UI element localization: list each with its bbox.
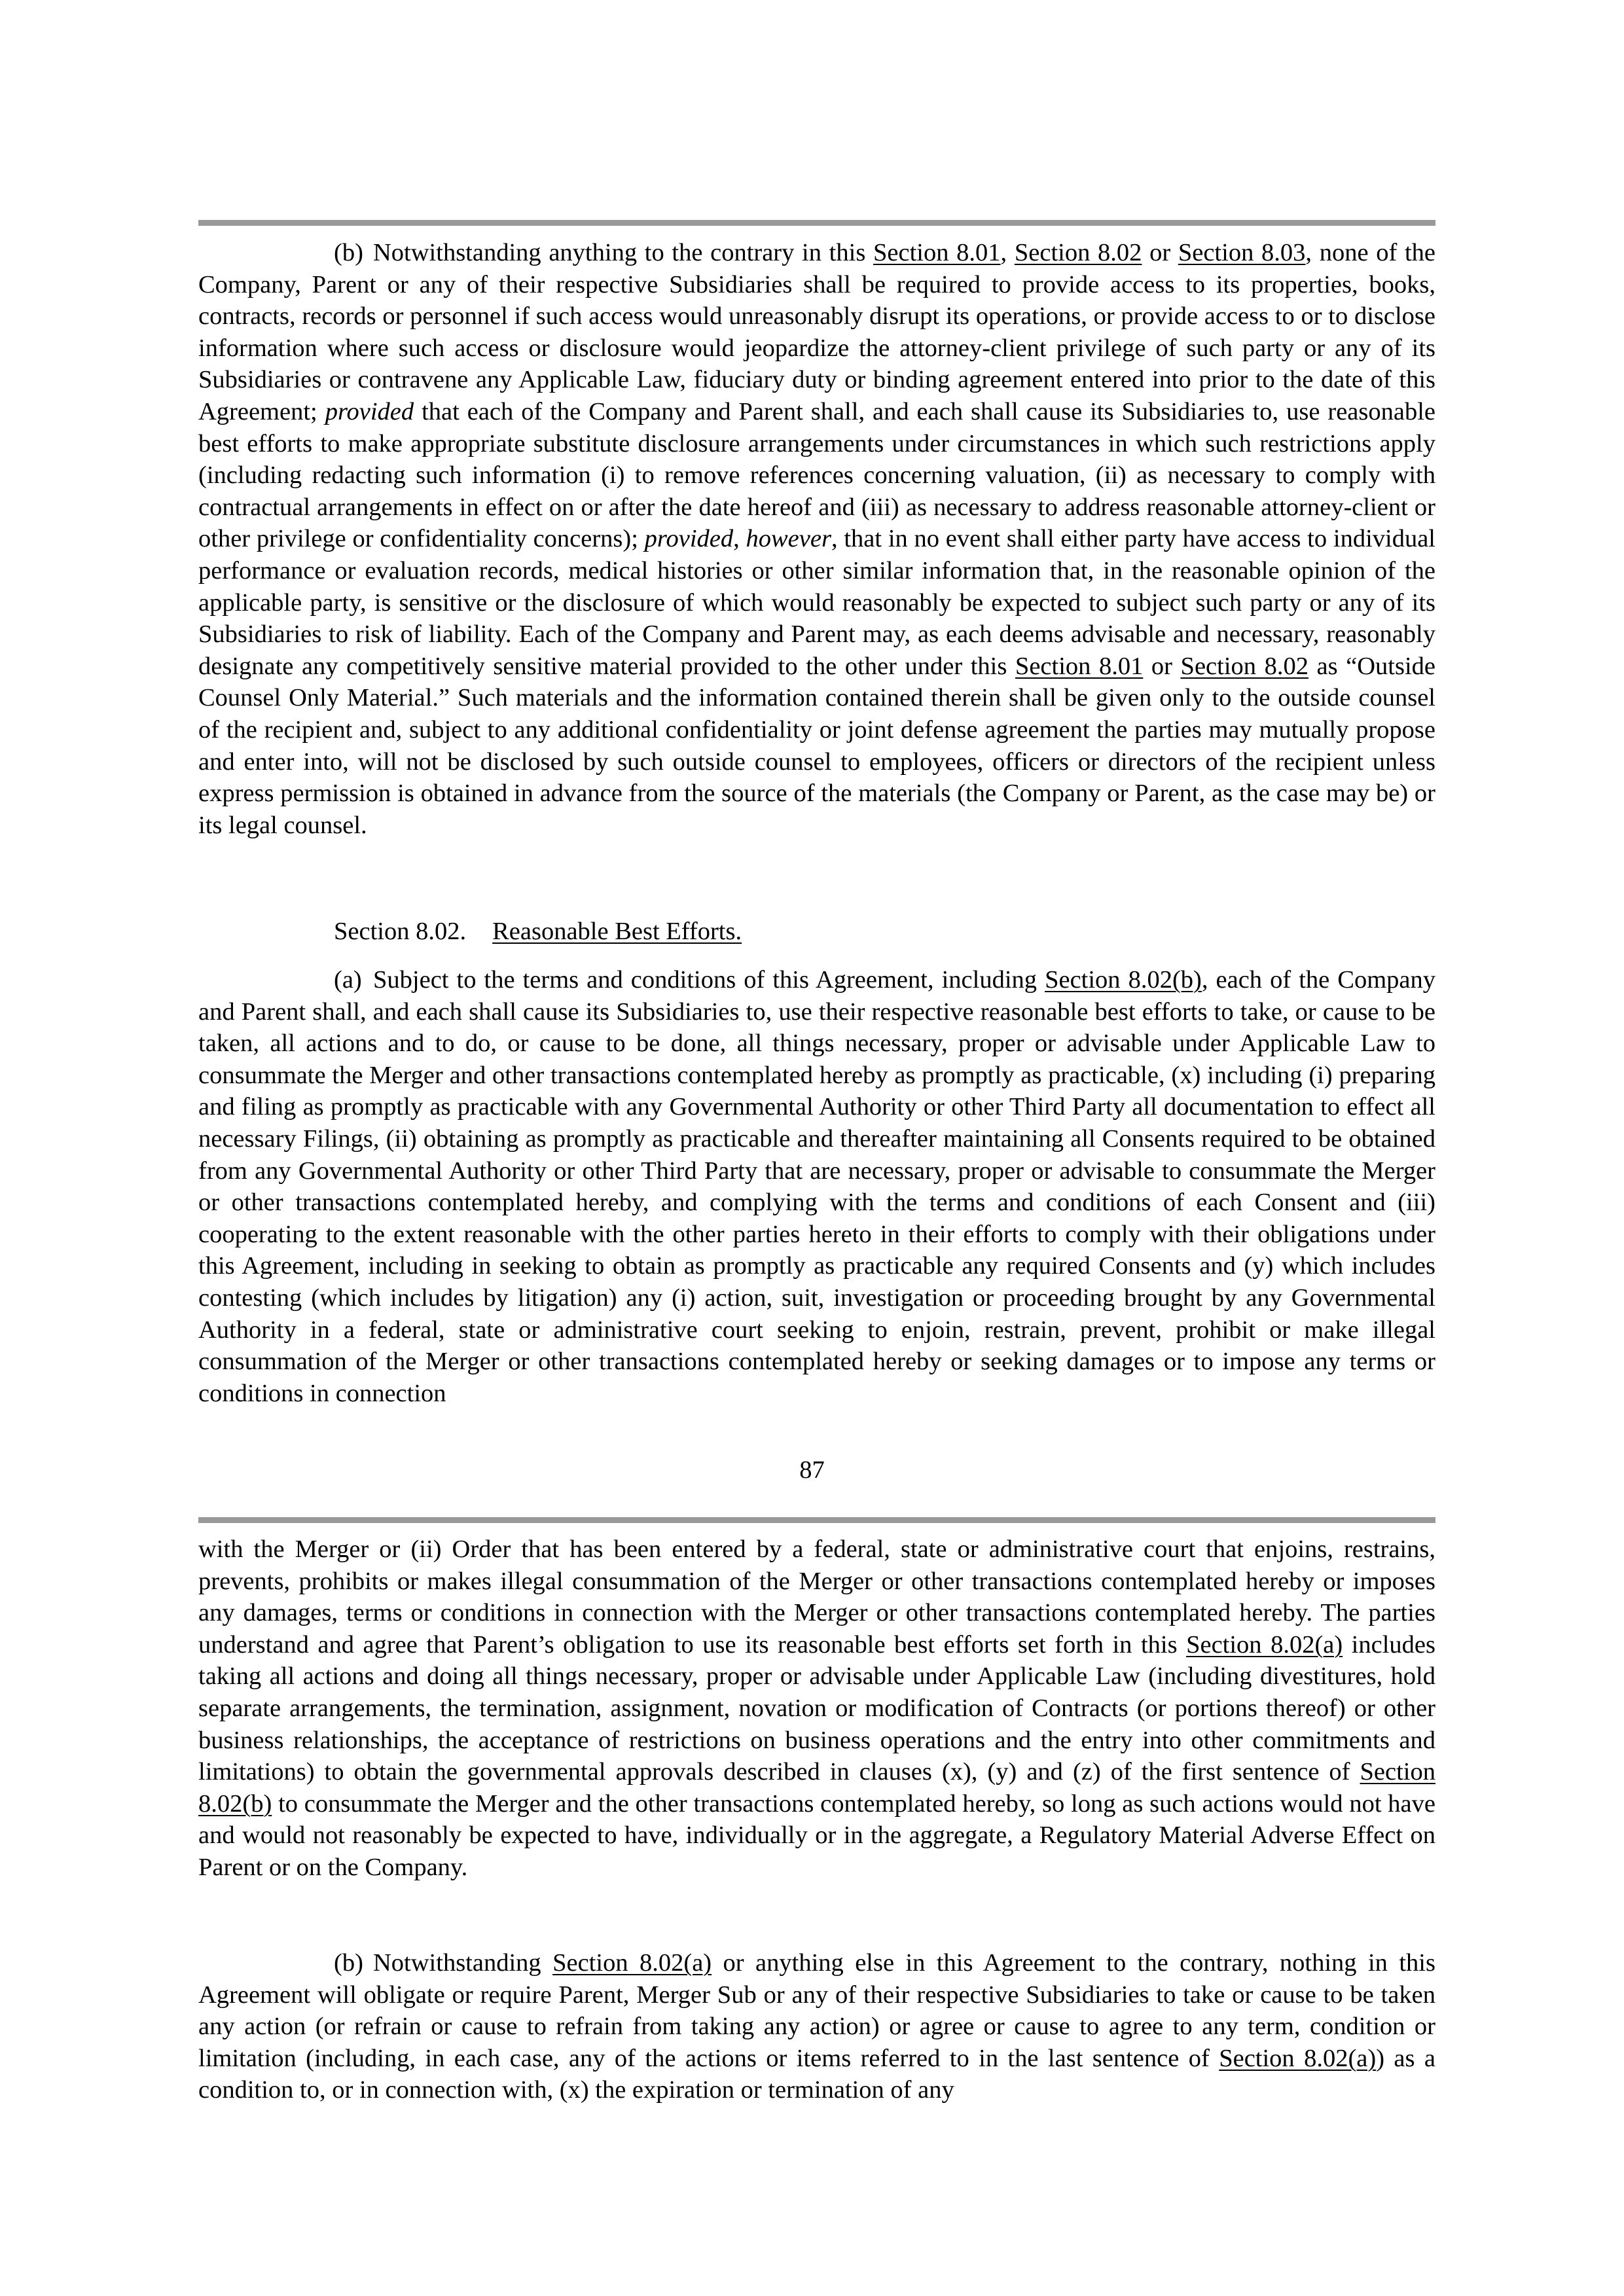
paragraph-8-02-b: (b) Notwithstanding Section 8.02(a) or anything else in this Agreement to the contrary, nothing in this Agreement will obligate or require Parent, Merger Sub or any of their respective Subsidiaries to take or cause to be taken any action (or refrain or cause to refrain from taking any action) or agree or cause to agree to any term, condition or limitation (including, in each case, any of the actions or items referred to in the last sentence of Section 8.02(a)) as a condition to, or in connection with, (x) the expiration or termination of any [198,1947,1435,2106]
page-number: 87 [799,1456,825,1484]
cross-reference: Section 8.02(b) [1045,966,1202,994]
cross-reference: Section 8.02(b) [198,1758,1435,1818]
section-number: Section 8.02. [334,918,467,945]
paragraph-marker: (b) [334,239,363,266]
cross-reference: Section 8.02 [1180,652,1308,680]
page-top-rule [198,220,1435,226]
emphasis: however [746,525,831,553]
paragraph-marker: (a) [334,966,362,994]
emphasis: provided [644,525,734,553]
section-heading [334,916,742,948]
section-title: Reasonable Best Efforts. [492,918,742,945]
cross-reference: Section 8.02(a) [1186,1630,1343,1659]
paragraph-8-01-b: (b) Notwithstanding anything to the contrary in this Section 8.01, Section 8.02 or Section 8.03, none of the Company, Parent or any of their respective Subsidiaries shall be required to provide access to its properties, books, contracts, records or personnel if such access would unreasonably disrupt its operations, or provide access to or to disclose information where such access or disclosure would jeopardize the attorney-client privilege of such party or any of its Subsidiaries or contravene any Applicable Law, fiduciary duty or binding agreement entered into prior to the date of this Agreement; provided that each of the Company and Parent shall, and each shall cause its Subsidiaries to, use reasonable best efforts to make appropriate substitute disclosure arrangements under circumstances in which such restrictions apply (including redacting such information (i) to remove references concerning valuation, (ii) as necessary to comply with contractual arrangements in effect on or after the date hereof and (iii) as necessary to address reasonable attorney-client or other privilege or confidentiality concerns); provided, however, that in no event shall either party have access to individual performance or evaluation records, medical histories or other similar information that, in the reasonable opinion of the applicable party, is sensitive or the disclosure of which would reasonably be expected to subject such party or any of its Subsidiaries to risk of liability. Each of the Company and Parent may, as each deems advisable and necessary, reasonably designate any competitively sensitive material provided to the other under this Section 8.01 or Section 8.02 as “Outside Counsel Only Material.” Such materials and the information contained therein shall be given only to the outside counsel of the recipient and, subject to any additional confidentiality or joint defense agreement the parties may mutually propose and enter into, will not be disclosed by such outside counsel to employees, officers or directors of the recipient unless express permission is obtained in advance from the source of the materials (the Company or Parent, as the case may be) or its legal counsel. [198,237,1435,841]
cross-reference: Section 8.02(a) [552,1949,712,1977]
page-top-rule [198,1517,1435,1523]
paragraph-8-02-a: (a) Subject to the terms and conditions of this Agreement, including Section 8.02(b), each of the Company and Parent shall, and each shall cause its Subsidiaries to, use their respective reasonable best efforts to take, or cause to be taken, all actions and to do, or cause to be done, all things necessary, proper or advisable under Applicable Law to consummate the Merger and other transactions contemplated hereby as promptly as practicable, (x) including (i) preparing and filing as promptly as practicable with any Governmental Authority or other Third Party all documentation to effect all necessary Filings, (ii) obtaining as promptly as practicable and thereafter maintaining all Consents required to be obtained from any Governmental Authority or other Third Party that are necessary, proper or advisable to consummate the Merger or other transactions contemplated hereby, and complying with the terms and conditions of each Consent and (iii) cooperating to the extent reasonable with the other parties hereto in their efforts to comply with their obligations under this Agreement, including in seeking to obtain as promptly as practicable any required Consents and (y) which includes contesting (which includes by litigation) any (i) action, suit, investigation or proceeding brought by any Governmental Authority in a federal, state or administrative court seeking to enjoin, restrain, prevent, prohibit or make illegal consummation of the Merger or other transactions contemplated hereby or seeking damages or to impose any terms or conditions in connection [198,964,1435,1409]
paragraph-marker: (b) [334,1949,363,1977]
cross-reference: Section 8.01 [1015,652,1144,680]
cross-reference: Section 8.03 [1178,239,1306,266]
cross-reference: Section 8.01 [873,239,1001,266]
emphasis: provided [325,397,414,425]
cross-reference: Section 8.02(a) [1219,2044,1377,2072]
paragraph-8-02-a-continued: with the Merger or (ii) Order that has been entered by a federal, state or administrative court that enjoins, restrains, prevents, prohibits or makes illegal consummation of the Merger or other transactions contemplated hereby or imposes any damages, terms or conditions in connection with the Merger or other transactions contemplated hereby. The parties understand and agree that Parent’s obligation to use its reasonable best efforts set forth in this Section 8.02(a) includes taking all actions and doing all things necessary, proper or advisable under Applicable Law (including divestitures, hold separate arrangements, the termination, assignment, novation or modification of Contracts (or portions thereof) or other business relationships, the acceptance of restrictions on business operations and the entry into other commitments and limitations) to obtain the governmental approvals described in clauses (x), (y) and (z) of the first sentence of Section 8.02(b) to consummate the Merger and the other transactions contemplated hereby, so long as such actions would not have and would not reasonably be expected to have, individually or in the aggregate, a Regulatory Material Adverse Effect on Parent or on the Company. [198,1535,1435,1881]
cross-reference: Section 8.02 [1014,239,1142,266]
